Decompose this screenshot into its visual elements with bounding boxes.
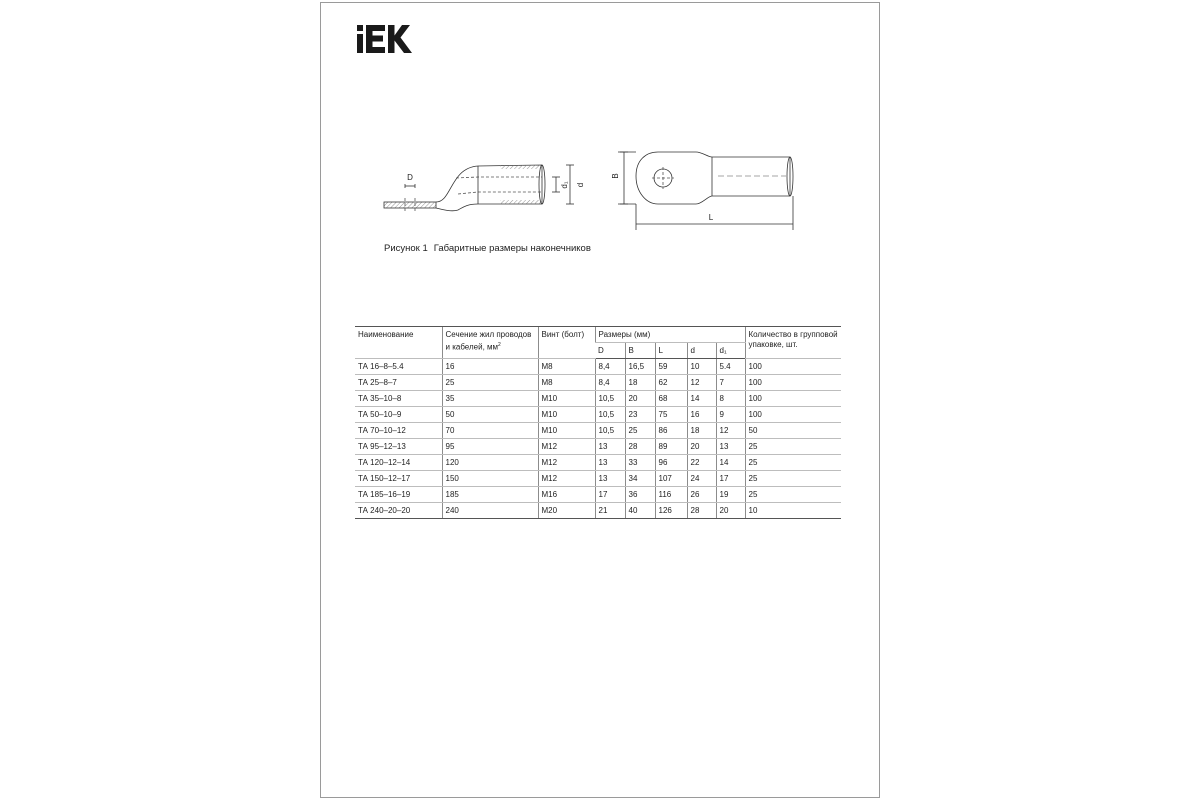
cell-name: ТА 16–8–5.4 — [355, 359, 442, 375]
cell-B: 18 — [625, 375, 655, 391]
cell-B: 20 — [625, 391, 655, 407]
cell-section: 185 — [442, 487, 538, 503]
col-header-d: d — [687, 343, 716, 359]
cell-d: 28 — [687, 503, 716, 519]
cell-d: 12 — [687, 375, 716, 391]
col-header-L: L — [655, 343, 687, 359]
table-row — [355, 423, 841, 439]
cell-B: 36 — [625, 487, 655, 503]
cell-name: ТА 185–16–19 — [355, 487, 442, 503]
iek-logo — [357, 25, 413, 53]
spec-table-body — [355, 359, 841, 519]
col-header-qty: Количество в групповой упаковке, шт. — [745, 327, 841, 359]
table-row — [355, 439, 841, 455]
cell-L: 107 — [655, 471, 687, 487]
cell-qty: 50 — [745, 423, 841, 439]
cell-screw: М8 — [538, 359, 595, 375]
col-header-d1: d₁ — [716, 343, 745, 359]
cell-screw: М12 — [538, 439, 595, 455]
cell-d1: 5.4 — [716, 359, 745, 375]
col-header-dims: Размеры (мм) — [595, 327, 745, 343]
table-row — [355, 375, 841, 391]
caption-text: Габаритные размеры наконечников — [433, 243, 591, 254]
cell-qty: 25 — [745, 439, 841, 455]
spec-table — [355, 326, 841, 519]
cell-D: 10,5 — [595, 407, 625, 423]
cell-B: 25 — [625, 423, 655, 439]
col-header-section-text: Сечение жил проводов и кабелей, мм — [445, 330, 532, 352]
cell-section: 120 — [442, 455, 538, 471]
cell-B: 33 — [625, 455, 655, 471]
cell-section: 95 — [442, 439, 538, 455]
table-row — [355, 471, 841, 487]
cell-d: 18 — [687, 423, 716, 439]
cell-d: 16 — [687, 407, 716, 423]
cell-D: 8,4 — [595, 359, 625, 375]
dim-B-label: B — [611, 173, 620, 179]
dim-L-label: L — [708, 213, 714, 222]
cell-L: 96 — [655, 455, 687, 471]
cell-qty: 25 — [745, 455, 841, 471]
col-header-name: Наименование — [355, 327, 442, 359]
cell-L: 75 — [655, 407, 687, 423]
cell-D: 10,5 — [595, 423, 625, 439]
cell-D: 8,4 — [595, 375, 625, 391]
cell-name: ТА 120–12–14 — [355, 455, 442, 471]
cell-section: 70 — [442, 423, 538, 439]
cell-d1: 12 — [716, 423, 745, 439]
cell-qty: 25 — [745, 487, 841, 503]
cell-section: 35 — [442, 391, 538, 407]
cell-d1: 9 — [716, 407, 745, 423]
cell-d: 24 — [687, 471, 716, 487]
cell-d: 26 — [687, 487, 716, 503]
cell-d: 22 — [687, 455, 716, 471]
cell-d1: 8 — [716, 391, 745, 407]
cell-L: 116 — [655, 487, 687, 503]
cell-name: ТА 70–10–12 — [355, 423, 442, 439]
cell-B: 28 — [625, 439, 655, 455]
table-row — [355, 359, 841, 375]
table-row — [355, 391, 841, 407]
cell-name: ТА 35–10–8 — [355, 391, 442, 407]
cell-d1: 14 — [716, 455, 745, 471]
cell-name: ТА 240–20–20 — [355, 503, 442, 519]
cell-name: ТА 25–8–7 — [355, 375, 442, 391]
cell-L: 86 — [655, 423, 687, 439]
dim-D-label: D — [407, 173, 413, 182]
cell-d: 10 — [687, 359, 716, 375]
cell-name: ТА 50–10–9 — [355, 407, 442, 423]
cell-name: ТА 150–12–17 — [355, 471, 442, 487]
cell-qty: 25 — [745, 471, 841, 487]
cell-section: 25 — [442, 375, 538, 391]
lug-drawings — [378, 148, 798, 238]
dim-d-label: d — [576, 182, 585, 188]
cell-d1: 13 — [716, 439, 745, 455]
cell-D: 21 — [595, 503, 625, 519]
cell-qty: 10 — [745, 503, 841, 519]
table-row — [355, 503, 841, 519]
col-header-section-sup: 2 — [498, 342, 501, 348]
cell-section: 50 — [442, 407, 538, 423]
cell-section: 240 — [442, 503, 538, 519]
cell-D: 13 — [595, 471, 625, 487]
cell-qty: 100 — [745, 407, 841, 423]
cell-L: 59 — [655, 359, 687, 375]
figure-caption — [384, 243, 591, 254]
table-row — [355, 407, 841, 423]
cell-name: ТА 95–12–13 — [355, 439, 442, 455]
top-view — [618, 152, 793, 230]
cell-screw: М10 — [538, 391, 595, 407]
cell-qty: 100 — [745, 391, 841, 407]
cell-L: 89 — [655, 439, 687, 455]
cell-D: 13 — [595, 439, 625, 455]
cell-D: 13 — [595, 455, 625, 471]
cell-screw: М8 — [538, 375, 595, 391]
cell-section: 16 — [442, 359, 538, 375]
cell-screw: М12 — [538, 471, 595, 487]
cell-section: 150 — [442, 471, 538, 487]
cell-D: 17 — [595, 487, 625, 503]
table-row — [355, 455, 841, 471]
cell-D: 10,5 — [595, 391, 625, 407]
cell-screw: М16 — [538, 487, 595, 503]
cell-d: 14 — [687, 391, 716, 407]
cell-L: 126 — [655, 503, 687, 519]
cell-screw: М10 — [538, 407, 595, 423]
cell-L: 62 — [655, 375, 687, 391]
cell-d1: 20 — [716, 503, 745, 519]
cell-L: 68 — [655, 391, 687, 407]
dim-d1-label: d₁ — [560, 181, 569, 189]
table-row — [355, 487, 841, 503]
col-header-D: D — [595, 343, 625, 359]
cell-d1: 17 — [716, 471, 745, 487]
cell-qty: 100 — [745, 375, 841, 391]
col-header-section — [442, 327, 538, 359]
cell-d: 20 — [687, 439, 716, 455]
cell-B: 40 — [625, 503, 655, 519]
cell-B: 23 — [625, 407, 655, 423]
col-header-screw: Винт (болт) — [538, 327, 595, 359]
cell-qty: 100 — [745, 359, 841, 375]
cell-screw: М12 — [538, 455, 595, 471]
cell-d1: 7 — [716, 375, 745, 391]
cell-d1: 19 — [716, 487, 745, 503]
cell-B: 16,5 — [625, 359, 655, 375]
cell-screw: М20 — [538, 503, 595, 519]
col-header-B: B — [625, 343, 655, 359]
cell-B: 34 — [625, 471, 655, 487]
caption-label: Рисунок 1 — [384, 243, 428, 254]
cell-screw: М10 — [538, 423, 595, 439]
